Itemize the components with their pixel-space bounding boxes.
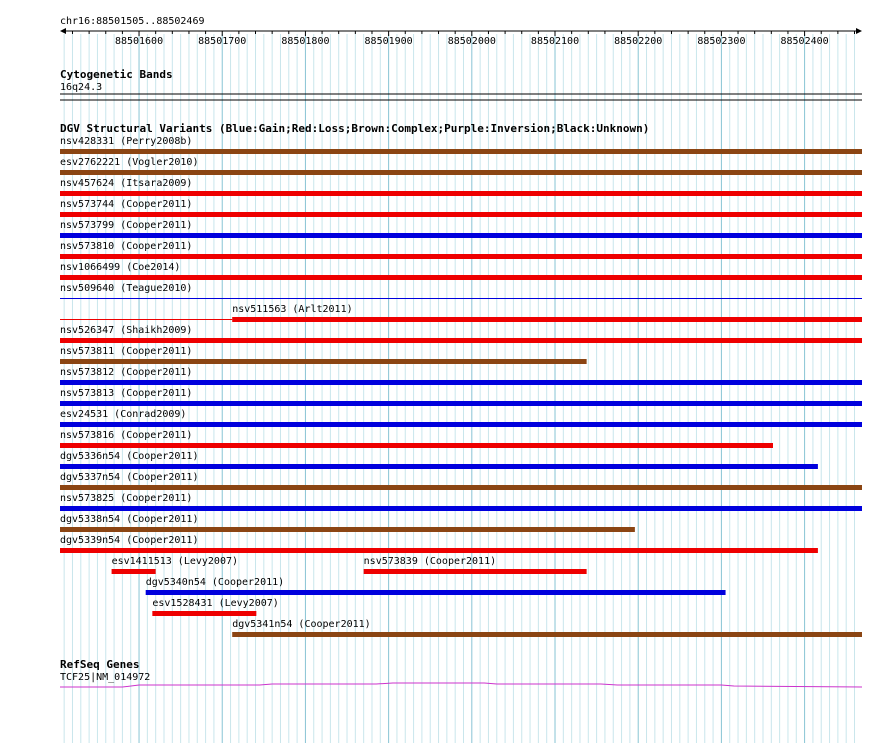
ruler-tick-label: 88502200 xyxy=(614,36,663,47)
variant-bar[interactable] xyxy=(232,317,862,322)
ruler-tick-label: 88501900 xyxy=(364,36,413,47)
variant-label[interactable]: esv1411513 (Levy2007) xyxy=(111,556,239,567)
refseq-gene-label[interactable]: TCF25|NM_014972 xyxy=(60,672,151,683)
variant-label[interactable]: esv2762221 (Vogler2010) xyxy=(60,157,199,168)
variant-label[interactable]: dgv5336n54 (Cooper2011) xyxy=(60,451,199,462)
variant-label[interactable]: dgv5337n54 (Cooper2011) xyxy=(60,472,199,483)
variant-label[interactable]: nsv1066499 (Coe2014) xyxy=(60,262,181,273)
refseq-track-title: RefSeq Genes xyxy=(60,658,140,671)
variant-label[interactable]: nsv511563 (Arlt2011) xyxy=(232,304,353,315)
variant-label[interactable]: nsv573839 (Cooper2011) xyxy=(363,556,497,567)
variant-label[interactable]: nsv573811 (Cooper2011) xyxy=(60,346,193,357)
variant-bar[interactable] xyxy=(60,422,862,427)
variant-label[interactable]: nsv509640 (Teague2010) xyxy=(60,283,193,294)
ruler-right-arrow-icon[interactable] xyxy=(856,28,862,34)
variant-bar[interactable] xyxy=(60,464,818,469)
variant-bar[interactable] xyxy=(60,401,862,406)
variant-bar[interactable] xyxy=(364,569,587,574)
variant-bar[interactable] xyxy=(60,275,862,280)
cytoband-label: 16q24.3 xyxy=(60,82,103,93)
ruler-tick-label: 88502400 xyxy=(780,36,829,47)
variant-label[interactable]: nsv457624 (Itsara2009) xyxy=(60,178,193,189)
variant-bar[interactable] xyxy=(146,590,726,595)
variant-bar[interactable] xyxy=(60,170,862,175)
variant-bar[interactable] xyxy=(112,569,156,574)
variant-bar[interactable] xyxy=(60,485,862,490)
variant-label[interactable]: esv24531 (Conrad2009) xyxy=(60,409,187,420)
variant-label[interactable]: nsv428331 (Perry2008b) xyxy=(60,136,193,147)
variant-bar[interactable] xyxy=(60,380,862,385)
variant-bar[interactable] xyxy=(60,506,862,511)
ruler-tick-label: 88502300 xyxy=(697,36,746,47)
variant-bar[interactable] xyxy=(60,527,635,532)
variant-label[interactable]: nsv526347 (Shaikh2009) xyxy=(60,325,193,336)
variant-label[interactable]: nsv573825 (Cooper2011) xyxy=(60,493,193,504)
variant-label[interactable]: nsv573812 (Cooper2011) xyxy=(60,367,193,378)
variant-bar[interactable] xyxy=(60,338,862,343)
variant-label[interactable]: nsv573816 (Cooper2011) xyxy=(60,430,193,441)
variant-bar[interactable] xyxy=(60,149,862,154)
ruler-tick-label: 88501800 xyxy=(281,36,330,47)
variant-bar[interactable] xyxy=(232,632,862,637)
variant-label[interactable]: nsv573799 (Cooper2011) xyxy=(60,220,193,231)
variant-label[interactable]: dgv5341n54 (Cooper2011) xyxy=(232,619,371,630)
variant-label[interactable]: nsv573744 (Cooper2011) xyxy=(60,199,193,210)
ruler-tick-label: 88501700 xyxy=(198,36,247,47)
variant-label[interactable]: nsv573813 (Cooper2011) xyxy=(60,388,193,399)
variant-bar[interactable] xyxy=(152,611,256,616)
variant-label[interactable]: dgv5338n54 (Cooper2011) xyxy=(60,514,199,525)
cytoband-track-title: Cytogenetic Bands xyxy=(60,68,173,81)
variant-label[interactable]: dgv5339n54 (Cooper2011) xyxy=(60,535,199,546)
variant-label[interactable]: esv1528431 (Levy2007) xyxy=(152,598,279,609)
variant-bar[interactable] xyxy=(60,548,818,553)
ruler-left-arrow-icon[interactable] xyxy=(60,28,66,34)
variant-bar[interactable] xyxy=(60,254,862,259)
dgv-track-title: DGV Structural Variants (Blue:Gain;Red:Loss;Brown:Complex;Purple:Inversion;Black:Unknown) xyxy=(60,122,650,135)
region-label: chr16:88501505..88502469 xyxy=(60,16,205,27)
ruler-tick-label: 88501600 xyxy=(114,36,164,47)
variant-bar[interactable] xyxy=(60,359,587,364)
ruler-tick-label: 88502100 xyxy=(530,36,580,47)
variant-label[interactable]: nsv573810 (Cooper2011) xyxy=(60,241,193,252)
ruler-tick-label: 88502000 xyxy=(447,36,496,47)
variant-bar[interactable] xyxy=(60,191,862,196)
variant-bar[interactable] xyxy=(60,443,773,448)
variant-bar[interactable] xyxy=(60,233,862,238)
variant-bar[interactable] xyxy=(60,212,862,217)
variant-label[interactable]: dgv5340n54 (Cooper2011) xyxy=(145,577,285,588)
